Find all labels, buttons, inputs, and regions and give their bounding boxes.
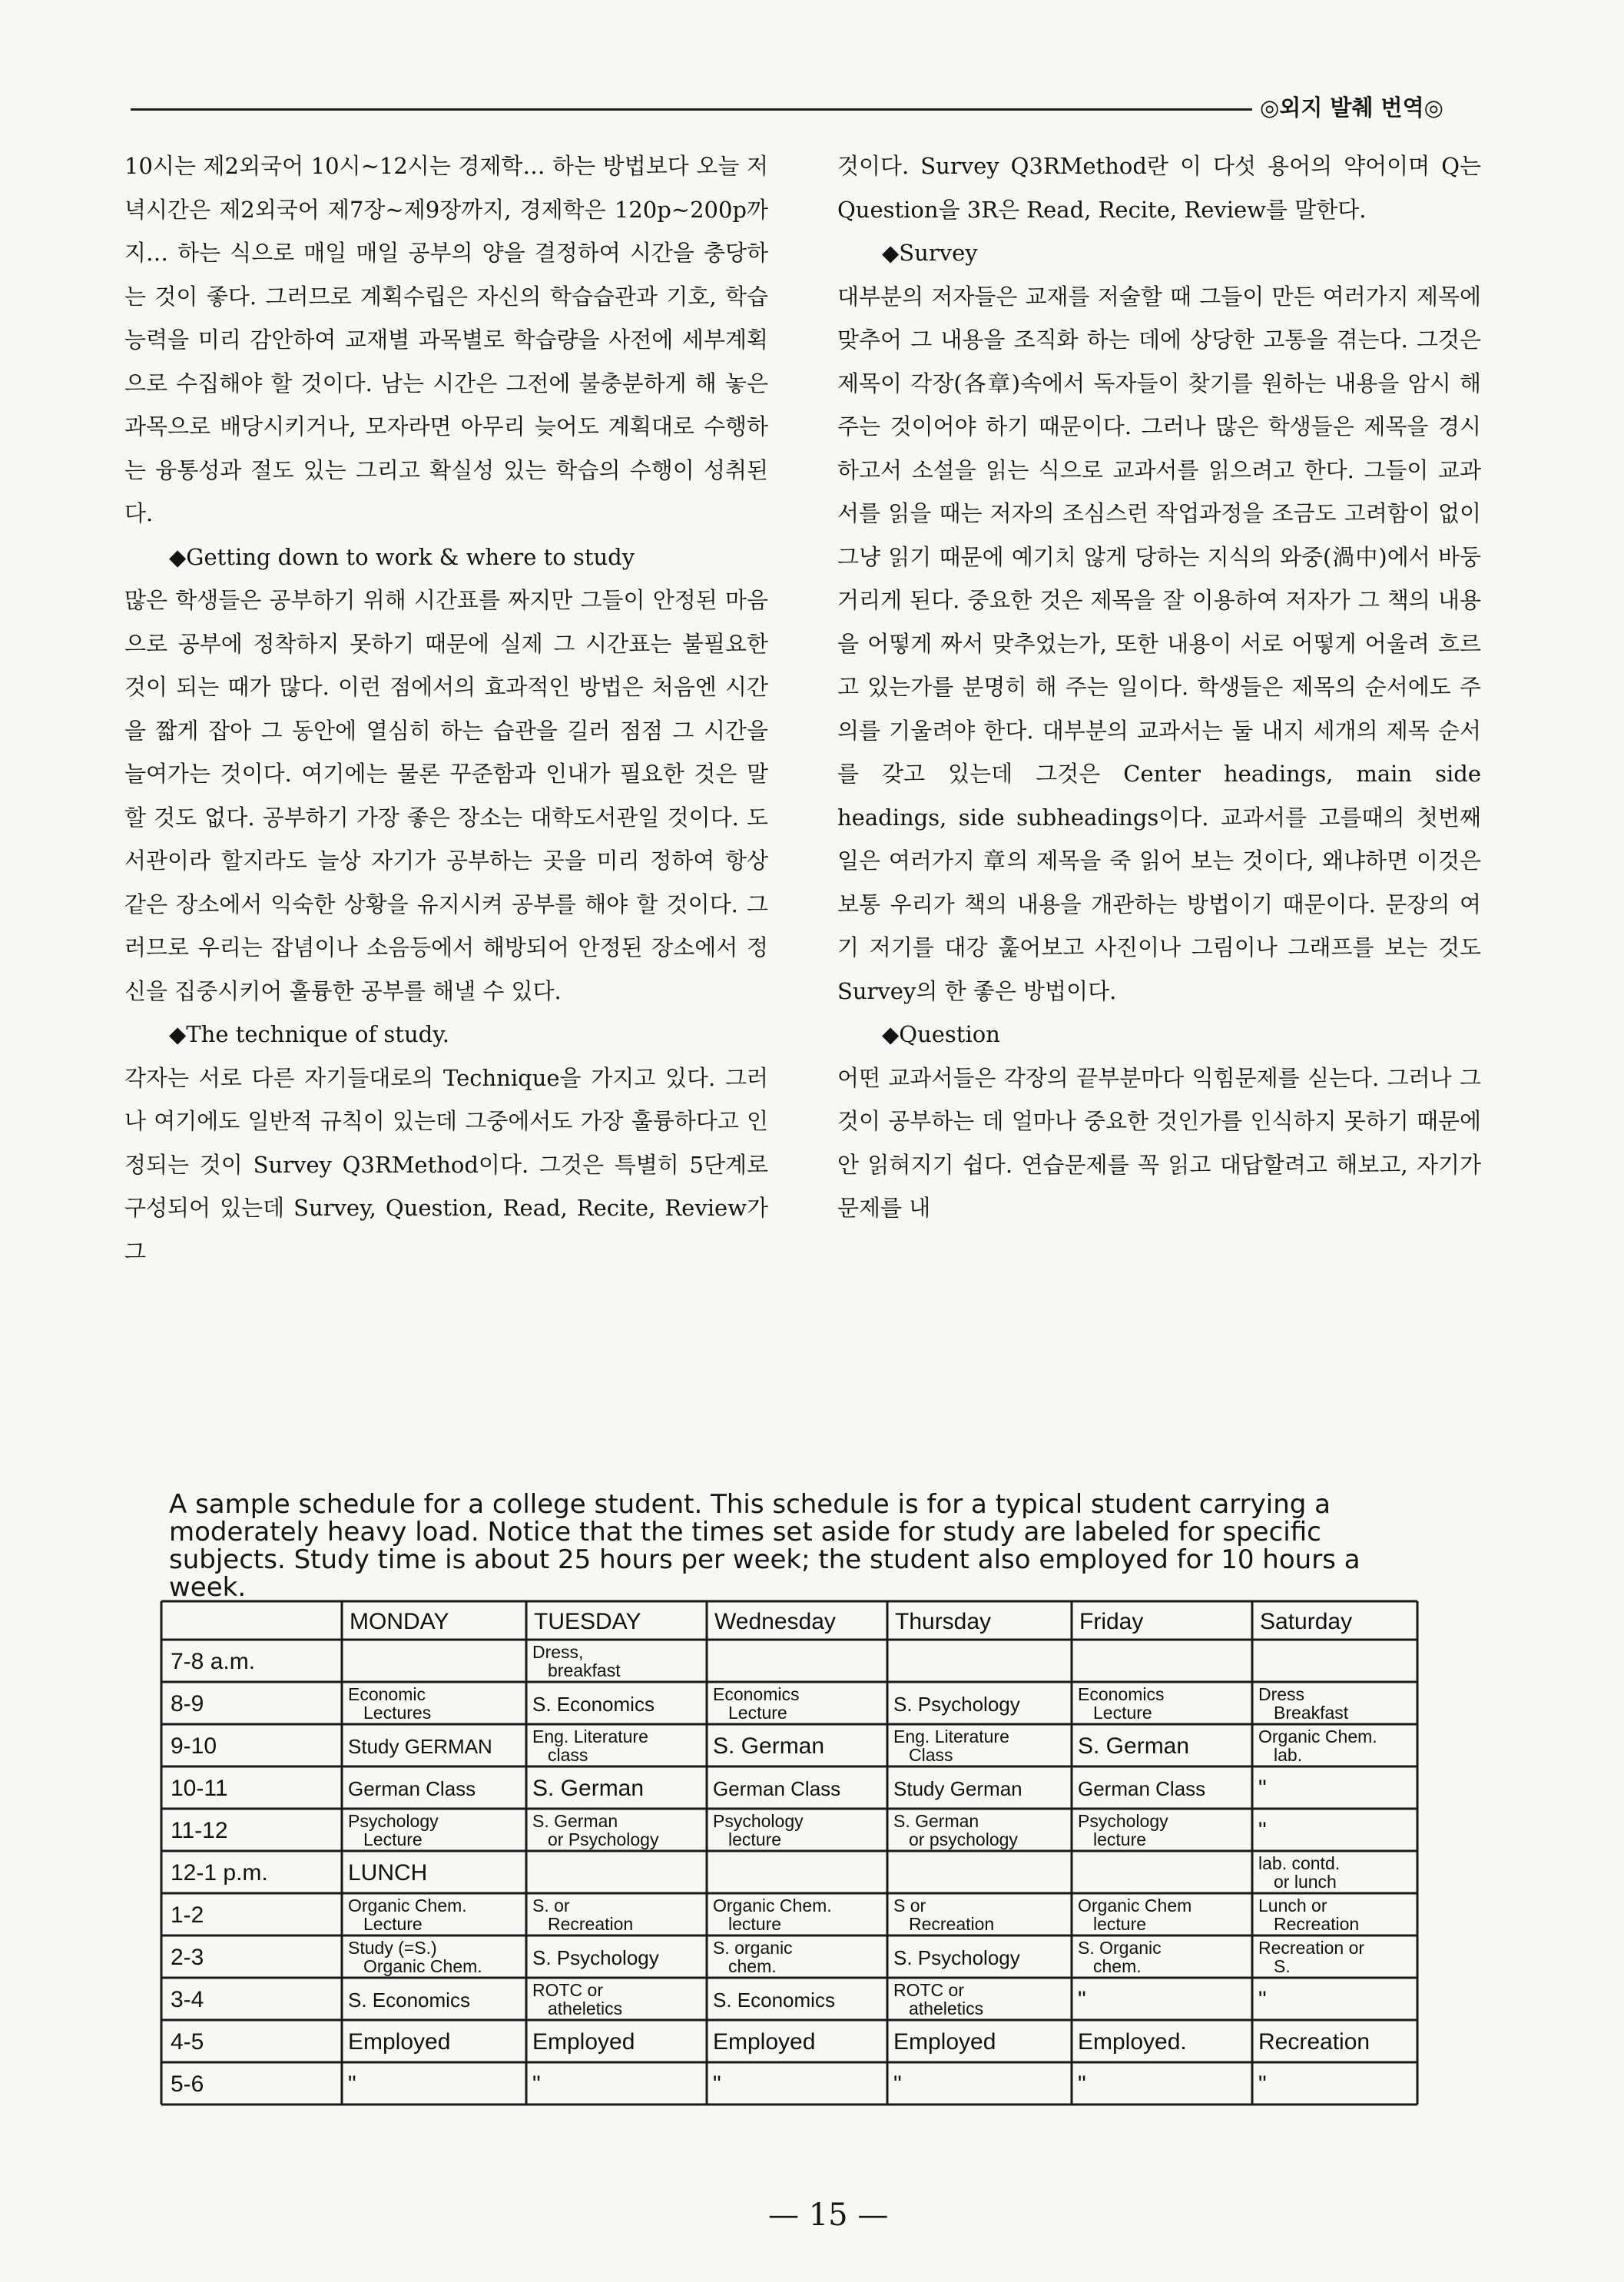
schedule-day-header: Friday — [1079, 1609, 1144, 1634]
schedule-cell-text: S. Economics — [713, 1988, 835, 2012]
schedule-cell-text: Organic Chem. — [1258, 1726, 1377, 1746]
schedule-cell-text: chem. — [1093, 1956, 1142, 1976]
schedule-cell-text: Organic Chem — [1078, 1896, 1192, 1915]
schedule-cell-text: " — [713, 2071, 721, 2097]
schedule-cell-text: S. German — [713, 1733, 825, 1759]
schedule-cell-text: S. German — [893, 1811, 979, 1831]
schedule-cell-text: ROTC or — [893, 1980, 964, 2000]
schedule-cell-text: Recreation — [548, 1914, 634, 1934]
schedule-cell-text: " — [348, 2071, 356, 2097]
schedule-time-label: 10-11 — [171, 1776, 228, 1801]
schedule-cell-text: atheletics — [909, 1998, 984, 2018]
schedule-cell-text: S. — [1274, 1956, 1291, 1976]
schedule-cell-text: " — [1258, 1818, 1267, 1843]
schedule-cell-text: or Psychology — [548, 1829, 659, 1849]
schedule-time-label: 3-4 — [171, 1987, 204, 2012]
schedule-cell-text: S. Economics — [532, 1693, 655, 1716]
schedule-table-figure — [157, 1494, 1425, 2139]
schedule-cell-text: lab. contd. — [1258, 1853, 1341, 1873]
schedule-cell-text: S. organic — [713, 1938, 793, 1958]
right-paragraph-2: 대부분의 저자들은 교재를 저술할 때 그들이 만든 여러가지 제목에 맞추어 그 내용을 조직화 하는 데에 상당한 고통을 겪는다. 그것은 제목이 각장(各章)속에서 독자들이 찾기를 원하는 내용을 암시 해 주는 것이어야 하기 때문이다. 그러나 많은 학생들은 제목을 경시하고서 소설을 읽는 식으로 교과서를 읽으려고 한다. 그들이 교과서를 읽을 때는 저자의 조심스런 작업과정을 조금도 고려함이 없이 그냥 읽기 때문에 예기치 않게 당하는 지식의 와중(渦中)에서 바둥 거리게 된다. 중요한 것은 제목을 잘 이용하여 저자가 그 책의 내용을 어떻게 짜서 맞추었는가, 또한 내용이 서로 어떻게 어울려 흐르고 있는가를 분명히 해 주는 일이다. 학생들은 제목의 순서에도 주의를 기울려야 한다. 대부분의 교과서는 둘 내지 세개의 제목 순서를 갖고 있는데 그것은 Center headings, main side headings, side subheadings이다. 교과서를 고를때의 첫번째 일은 여러가지 章의 제목을 죽 읽어 보는 것이다, 왜냐하면 이것은 보통 우리가 책의 내용을 개관하는 방법이기 때문이다. 문장의 여기 저기를 대강 훑어보고 사진이나 그림이나 그래프를 보는 것도 Survey의 한 좋은 방법이다. — [837, 283, 1481, 1004]
schedule-cell-text: Economics — [713, 1684, 800, 1704]
schedule-cell-text: " — [1258, 1776, 1267, 1801]
left-heading-technique: ◆The technique of study. — [169, 1021, 449, 1047]
schedule-time-label: 8-9 — [171, 1691, 204, 1716]
schedule-cell-text: Class — [909, 1745, 953, 1765]
schedule-cell-text: Eng. Literature — [893, 1726, 1009, 1746]
schedule-cell-text: or lunch — [1274, 1872, 1337, 1892]
schedule-cell-text: Employed — [348, 2029, 451, 2055]
schedule-cell-text: Lunch or — [1258, 1896, 1327, 1915]
schedule-cell-text: Study German — [893, 1777, 1022, 1800]
schedule-cell-text: lecture — [1093, 1914, 1147, 1934]
schedule-time-label: 9-10 — [171, 1733, 217, 1759]
schedule-day-header: Saturday — [1260, 1609, 1353, 1634]
header-rule — [131, 108, 1252, 111]
schedule-cell-text: Psychology — [348, 1811, 439, 1831]
schedule-cell-text: Organic Chem. — [363, 1956, 482, 1976]
schedule-time-label: 11-12 — [171, 1818, 228, 1843]
schedule-cell-text: Organic Chem. — [713, 1896, 832, 1915]
right-column — [837, 144, 1481, 1230]
schedule-cell-text: German Class — [348, 1777, 476, 1800]
schedule-cell-text: lecture — [728, 1914, 782, 1934]
schedule-time-label: 4-5 — [171, 2029, 204, 2055]
schedule-cell-text: lecture — [728, 1829, 782, 1849]
left-heading-getting-down: ◆Getting down to work & where to study — [169, 543, 635, 570]
schedule-cell-text: Recreation — [1258, 2029, 1370, 2055]
schedule-cell-text: Dress — [1258, 1684, 1305, 1704]
schedule-cell-text: Economic — [348, 1684, 426, 1704]
schedule-cell-text: Recreation — [1274, 1914, 1360, 1934]
schedule-cell-text: or psychology — [909, 1829, 1018, 1849]
schedule-cell-text: S. or — [532, 1896, 570, 1915]
left-paragraph-3: 각자는 서로 다른 자기들대로의 Technique을 가지고 있다. 그러나 여기에도 일반적 규칙이 있는데 그중에서도 가장 훌륭하다고 인정되는 것이 Survey Q3RMethod이다. 그것은 특별히 5단계로 구성되어 있는데 Survey, Question, Read, Recite, Review가 그 — [124, 1064, 768, 1265]
schedule-cell-text: Organic Chem. — [348, 1896, 467, 1915]
right-paragraph-3: 어떤 교과서들은 각장의 끝부분마다 익힘문제를 싣는다. 그러나 그것이 공부하는 데 얼마나 중요한 것인가를 인식하지 못하기 때문에 안 읽혀지기 쉽다. 연습문제를 꼭 읽고 대답할려고 해보고, 자기가 문제를 내 — [837, 1064, 1481, 1221]
schedule-day-header: MONDAY — [350, 1609, 449, 1634]
schedule-cell-text: Recreation — [909, 1914, 995, 1934]
schedule-cell-text: Lecture — [363, 1829, 423, 1849]
schedule-cell-text: " — [532, 2071, 541, 2097]
schedule-day-header: TUESDAY — [534, 1609, 641, 1634]
schedule-cell-text: S. German — [532, 1811, 618, 1831]
schedule-time-label: 7-8 a.m. — [171, 1649, 256, 1674]
schedule-cell-text: German Class — [1078, 1777, 1206, 1800]
schedule-cell-text: breakfast — [548, 1660, 621, 1680]
schedule-cell-text: S. Organic — [1078, 1938, 1162, 1958]
schedule-cell-text: Psychology — [713, 1811, 804, 1831]
schedule-cell-text: Study GERMAN — [348, 1735, 492, 1758]
schedule-cell-text: Lecture — [363, 1914, 423, 1934]
schedule-cell-text: S or — [893, 1896, 926, 1915]
left-column — [124, 144, 768, 1273]
schedule-cell-text: S. Psychology — [893, 1946, 1020, 1969]
right-heading-question: ◆Question — [882, 1021, 1000, 1047]
schedule-cell-text: " — [1258, 1987, 1267, 2012]
schedule-time-label: 2-3 — [171, 1945, 204, 1970]
figure-caption: A sample schedule for a college student. This schedule is for a typical student carrying a moderately heavy load. Notice that the times set aside for study are labeled for specific subjects. Study time is about 25 hours per week; the student also employed for 10 hours a week. — [169, 1489, 1361, 1603]
schedule-cell-text: Lectures — [363, 1703, 432, 1723]
left-paragraph-1: 10시는 제2외국어 10시~12시는 경제학… 하는 방법보다 오늘 저녁시간은 제2외국어 제7장~제9장까지, 경제학은 120p~200p까지… 하는 식으로 매일 매일 공부의 양을 결정하여 시간을 충당하는 것이 좋다. 그러므로 계획수립은 자신의 학습습관과 기호, 학습능력을 미리 감안하여 교재별 과목별로 학습량을 사전에 세부계획으로 수집해야 할 것이다. 남는 시간은 그전에 불충분하게 해 놓은 과목으로 배당시키거나, 모자라면 아무리 늦어도 계획대로 수행하는 융통성과 절도 있는 그리고 확실성 있는 학습의 수행이 성취된다. — [124, 153, 768, 526]
schedule-cell-text: " — [1078, 2071, 1086, 2097]
schedule-cell-text: S. Economics — [348, 1988, 470, 2012]
schedule-cell-text: chem. — [728, 1956, 777, 1976]
schedule-cell-text: Psychology — [1078, 1811, 1168, 1831]
schedule-cell-text: Employed — [893, 2029, 996, 2055]
schedule-cell-text: Employed. — [1078, 2029, 1187, 2055]
schedule-cell-text: lecture — [1093, 1829, 1147, 1849]
schedule-cell-text: S. German — [532, 1776, 645, 1801]
schedule-cell-text: S. Psychology — [532, 1946, 659, 1969]
schedule-cell-text: Lecture — [728, 1703, 787, 1723]
schedule-cell-text: " — [893, 2071, 902, 2097]
schedule-cell-text: Employed — [713, 2029, 816, 2055]
schedule-cell-text: Breakfast — [1274, 1703, 1349, 1723]
schedule-cell-text: S. Psychology — [893, 1693, 1020, 1716]
schedule-cell-text: class — [548, 1745, 588, 1765]
schedule-cell-text: Employed — [532, 2029, 635, 2055]
schedule-cell-text: Study (=S.) — [348, 1938, 437, 1958]
schedule-cell-text: " — [1078, 1987, 1086, 2012]
page-number: — 15 — — [768, 2197, 889, 2233]
schedule-cell-text: Economics — [1078, 1684, 1165, 1704]
schedule-cell-text: German Class — [713, 1777, 841, 1800]
schedule-cell-text: lab. — [1274, 1745, 1303, 1765]
right-paragraph-1: 것이다. Survey Q3RMethod란 이 다섯 용어의 약어이며 Q는 Question을 3R은 Read, Recite, Review를 말한다. — [837, 153, 1481, 223]
schedule-cell-text: ROTC or — [532, 1980, 603, 2000]
schedule-cell-text: LUNCH — [348, 1860, 428, 1886]
schedule-cell-text: " — [1258, 2071, 1267, 2097]
schedule-time-label: 1-2 — [171, 1902, 204, 1928]
schedule-cell-text: Dress, — [532, 1642, 584, 1662]
schedule-cell-text: Lecture — [1093, 1703, 1152, 1723]
schedule-cell-text: Recreation or — [1258, 1938, 1365, 1958]
schedule-cell-text: Eng. Literature — [532, 1726, 648, 1746]
schedule-time-label: 12-1 p.m. — [171, 1860, 268, 1886]
schedule-cell-text: atheletics — [548, 1998, 623, 2018]
schedule-day-header: Thursday — [895, 1609, 992, 1634]
schedule-day-header: Wednesday — [714, 1609, 836, 1634]
schedule-cell-text: S. German — [1078, 1733, 1190, 1759]
schedule-time-label: 5-6 — [171, 2071, 204, 2097]
right-heading-survey: ◆Survey — [882, 240, 978, 266]
left-paragraph-2: 많은 학생들은 공부하기 위해 시간표를 짜지만 그들이 안정된 마음으로 공부에 정착하지 못하기 때문에 실제 그 시간표는 불필요한 것이 되는 때가 많다. 이런 점에서의 효과적인 방법은 처음엔 시간을 짧게 잡아 그 동안에 열심히 하는 습관을 길러 점점 그 시간을 늘여가는 것이다. 여기에는 물론 꾸준함과 인내가 필요한 것은 말할 것도 없다. 공부하기 가장 좋은 장소는 대학도서관일 것이다. 도서관이라 할지라도 늘상 자기가 공부하는 곳을 미리 정하여 항상 같은 장소에서 익숙한 상황을 유지시켜 공부를 해야 할 것이다. 그러므로 우리는 잡념이나 소음등에서 해방되어 안정된 장소에서 정신을 집중시키어 훌륭한 공부를 해낼 수 있다. — [124, 587, 768, 1004]
section-label: ◎외지 발췌 번역◎ — [1260, 95, 1443, 121]
